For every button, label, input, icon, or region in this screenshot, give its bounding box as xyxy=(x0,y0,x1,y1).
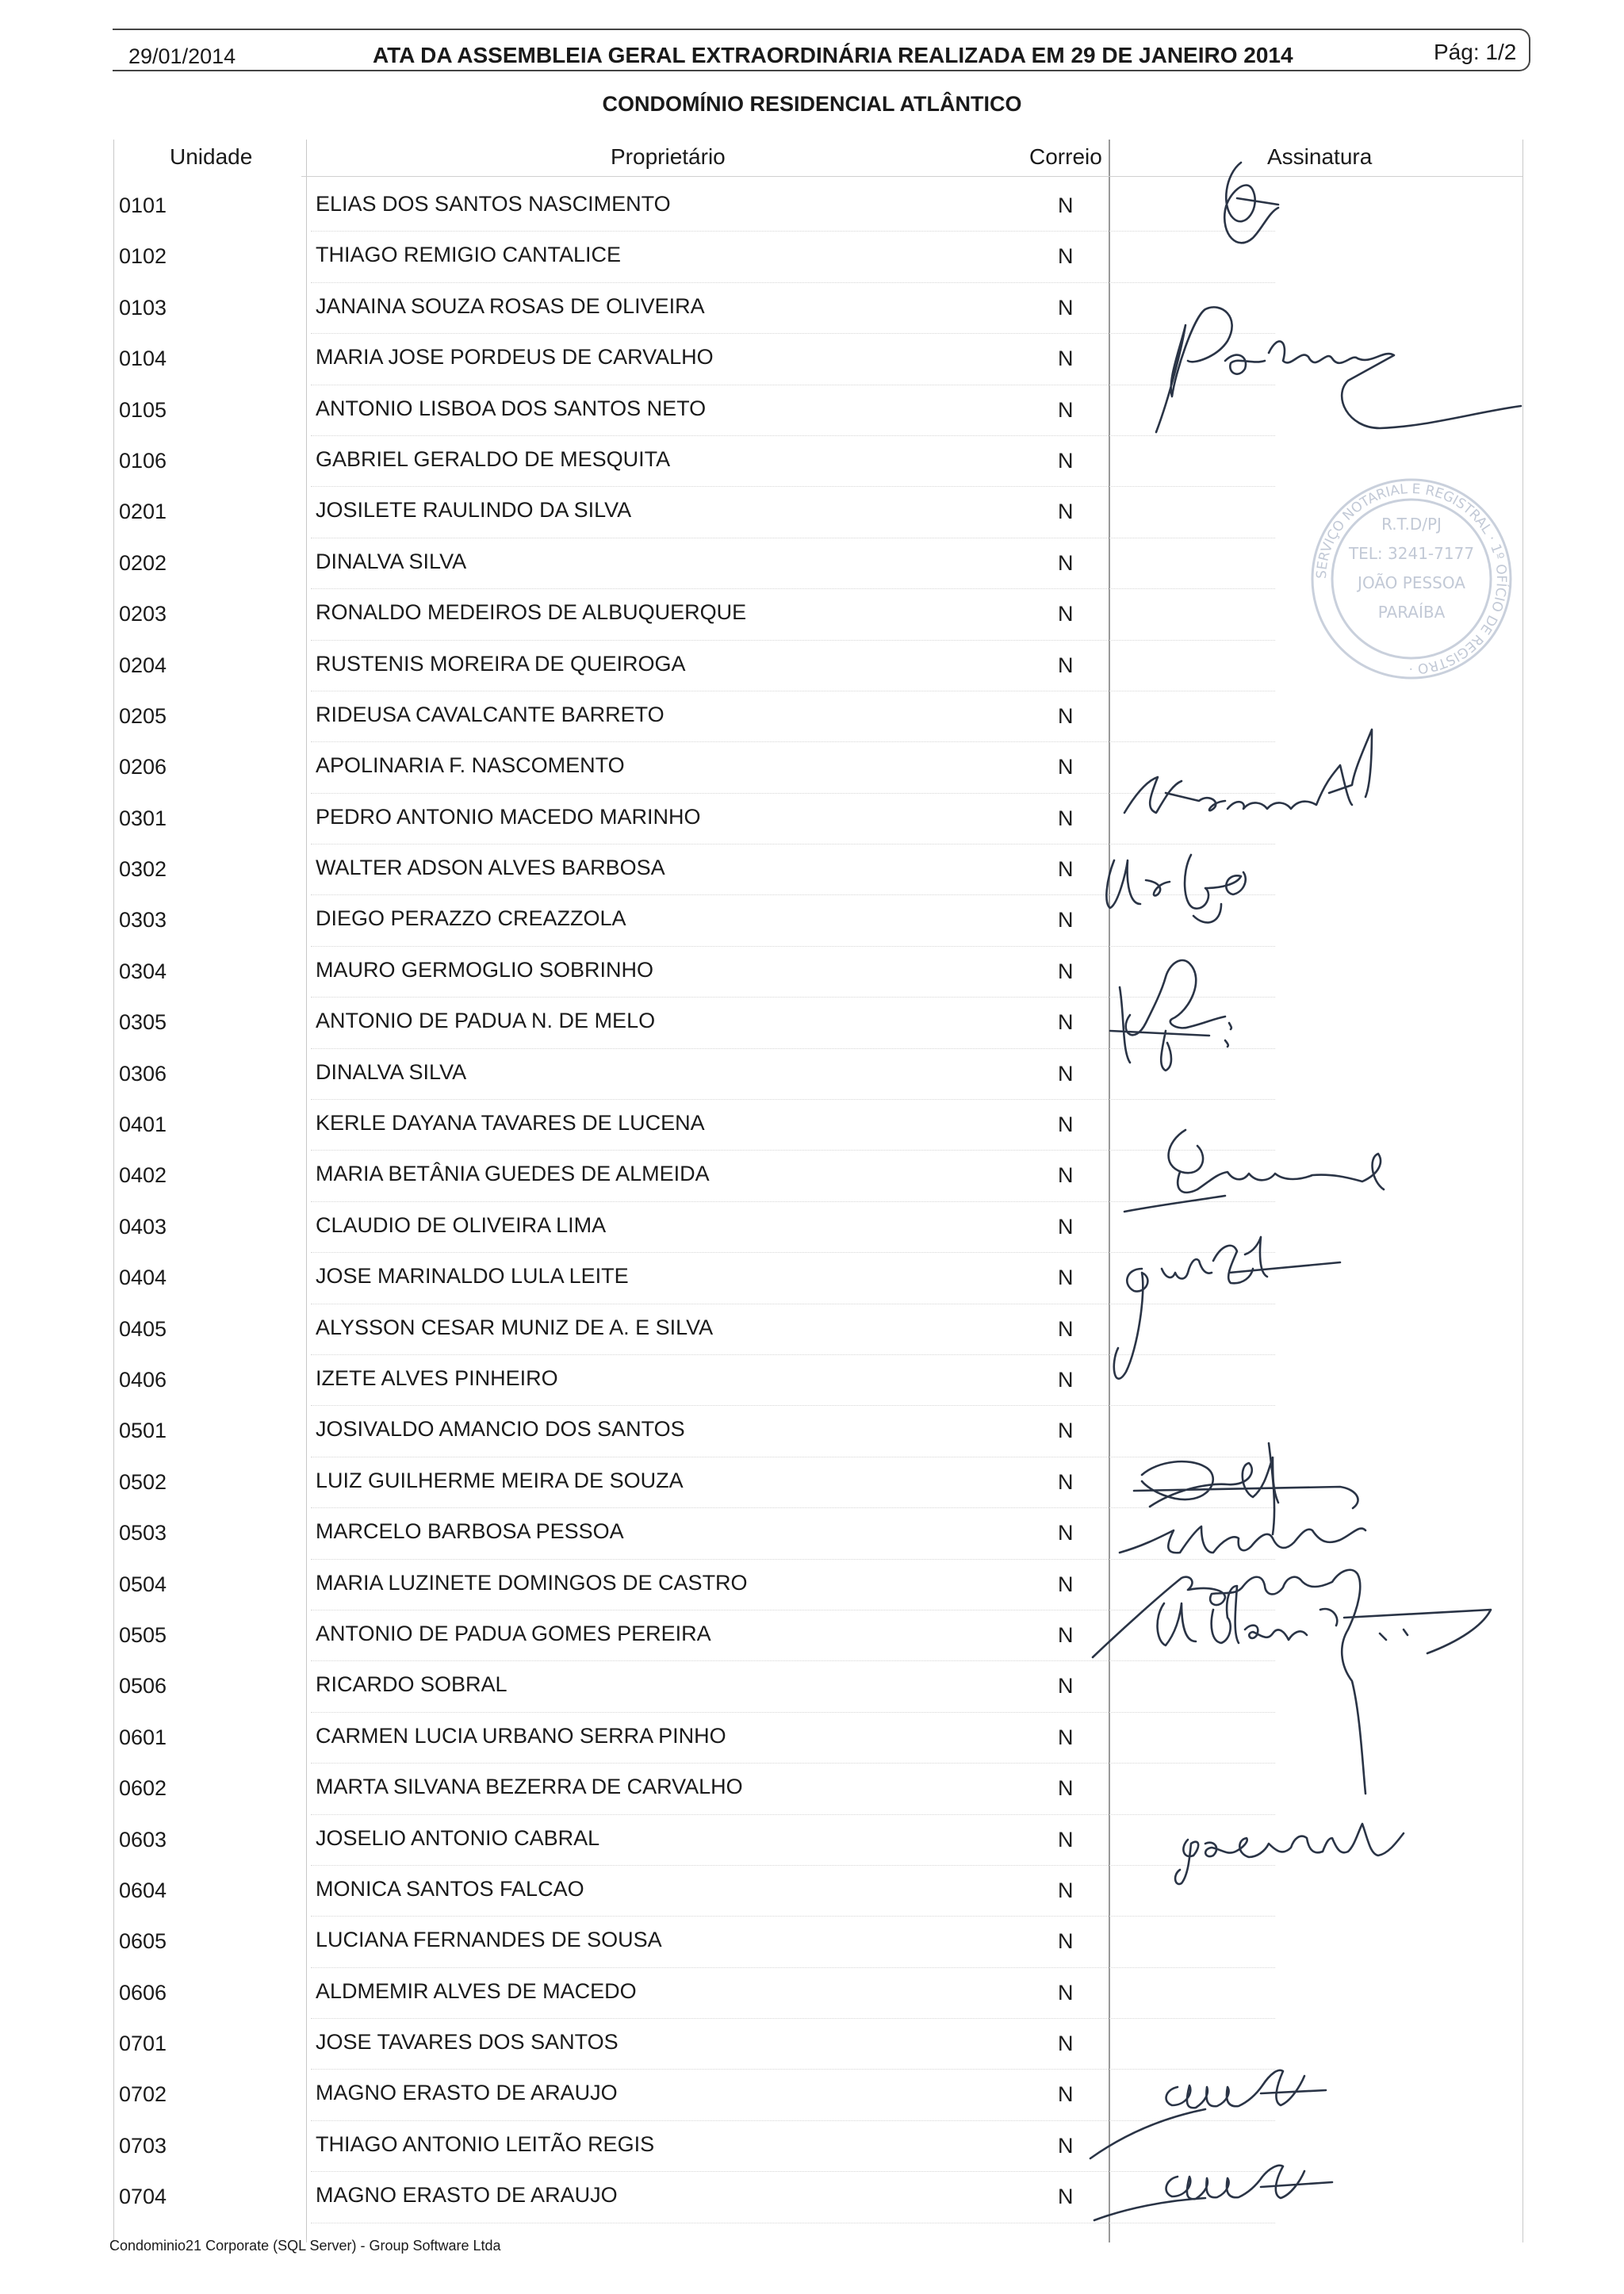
table-row xyxy=(0,1713,1624,1764)
table-row xyxy=(0,2070,1624,2120)
owner-cell: IZETE ALVES PINHEIRO xyxy=(316,1365,558,1390)
column-header-signature: Assinatura xyxy=(1267,144,1373,169)
table-row xyxy=(0,1253,1624,1304)
owner-cell: DINALVA SILVA xyxy=(316,1059,467,1084)
mail-cell: N xyxy=(1058,1776,1074,1801)
owner-cell: MARIA LUZINETE DOMINGOS DE CASTRO xyxy=(316,1570,748,1595)
unit-cell: 0303 xyxy=(119,908,167,933)
unit-cell: 0603 xyxy=(119,1827,167,1852)
owner-cell: JOSE MARINALDO LULA LEITE xyxy=(316,1264,629,1289)
mail-cell: N xyxy=(1058,1878,1074,1902)
mail-cell: N xyxy=(1058,550,1074,575)
table-row xyxy=(0,181,1624,232)
owner-cell: RUSTENIS MOREIRA DE QUEIROGA xyxy=(316,651,686,676)
mail-cell: N xyxy=(1058,1010,1074,1035)
mail-cell: N xyxy=(1058,2032,1074,2056)
mail-cell: N xyxy=(1058,806,1074,830)
owner-cell: CLAUDIO DE OLIVEIRA LIMA xyxy=(316,1212,607,1237)
mail-cell: N xyxy=(1058,959,1074,983)
table-row xyxy=(0,998,1624,1048)
unit-cell: 0503 xyxy=(119,1521,167,1545)
unit-cell: 0605 xyxy=(119,1929,167,1954)
mail-cell: N xyxy=(1058,193,1074,217)
table-row xyxy=(0,538,1624,589)
table-row xyxy=(0,1917,1624,1967)
mail-cell: N xyxy=(1058,1061,1074,1086)
unit-cell: 0205 xyxy=(119,703,167,728)
unit-cell: 0201 xyxy=(119,500,167,524)
table-row xyxy=(0,1355,1624,1406)
mail-cell: N xyxy=(1058,1316,1074,1341)
table-row xyxy=(0,742,1624,793)
mail-cell: N xyxy=(1058,1674,1074,1698)
unit-cell: 0304 xyxy=(119,959,167,983)
unit-cell: 0103 xyxy=(119,295,167,320)
unit-cell: 0501 xyxy=(119,1419,167,1443)
mail-cell: N xyxy=(1058,2185,1074,2209)
unit-cell: 0502 xyxy=(119,1469,167,1494)
owner-cell: KERLE DAYANA TAVARES DE LUCENA xyxy=(316,1111,705,1136)
table-row xyxy=(0,2019,1624,2070)
table-row xyxy=(0,1661,1624,1712)
owner-cell: LUIZ GUILHERME MEIRA DE SOUZA xyxy=(316,1468,684,1492)
table-row xyxy=(0,844,1624,895)
mail-cell: N xyxy=(1058,1469,1074,1494)
mail-cell: N xyxy=(1058,908,1074,933)
column-header-mail: Correio xyxy=(1029,144,1102,169)
table-row xyxy=(0,1560,1624,1610)
unit-cell: 0504 xyxy=(119,1572,167,1596)
unit-cell: 0306 xyxy=(119,1061,167,1086)
mail-cell: N xyxy=(1058,1419,1074,1443)
mail-cell: N xyxy=(1058,703,1074,728)
unit-cell: 0104 xyxy=(119,347,167,371)
mail-cell: N xyxy=(1058,1266,1074,1290)
unit-cell: 0106 xyxy=(119,448,167,473)
owner-cell: JOSILETE RAULINDO DA SILVA xyxy=(316,498,632,523)
unit-cell: 0704 xyxy=(119,2185,167,2209)
mail-cell: N xyxy=(1058,1827,1074,1852)
stamp-line: PARAÍBA xyxy=(1377,603,1446,622)
owner-cell: WALTER ADSON ALVES BARBOSA xyxy=(316,856,665,880)
unit-cell: 0204 xyxy=(119,653,167,677)
mail-cell: N xyxy=(1058,755,1074,779)
unit-cell: 0102 xyxy=(119,244,167,269)
owner-cell: THIAGO ANTONIO LEITÃO REGIS xyxy=(316,2131,655,2156)
table-row xyxy=(0,1968,1624,2019)
owner-cell: MAGNO ERASTO DE ARAUJO xyxy=(316,2081,618,2105)
owner-cell: RIDEUSA CAVALCANTE BARRETO xyxy=(316,702,665,726)
owner-cell: DINALVA SILVA xyxy=(316,549,467,573)
unit-cell: 0305 xyxy=(119,1010,167,1035)
mail-cell: N xyxy=(1058,295,1074,320)
table-row xyxy=(0,947,1624,998)
software-footer: Condominio21 Corporate (SQL Server) - Group Software Ltda xyxy=(109,2238,501,2254)
owner-cell: ANTONIO LISBOA DOS SANTOS NETO xyxy=(316,396,707,420)
unit-cell: 0702 xyxy=(119,2082,167,2107)
mail-cell: N xyxy=(1058,1214,1074,1239)
mail-cell: N xyxy=(1058,1622,1074,1647)
mail-cell: N xyxy=(1058,602,1074,626)
owner-cell: ALYSSON CESAR MUNIZ DE A. E SILVA xyxy=(316,1315,714,1339)
unit-cell: 0505 xyxy=(119,1622,167,1647)
mail-cell: N xyxy=(1058,1163,1074,1188)
table-row xyxy=(0,1100,1624,1151)
owner-cell: RONALDO MEDEIROS DE ALBUQUERQUE xyxy=(316,600,747,625)
mail-cell: N xyxy=(1058,2133,1074,2158)
document-title: ATA DA ASSEMBLEIA GERAL EXTRAORDINÁRIA REALIZADA EM 29 DE JANEIRO 2014 xyxy=(373,43,1293,67)
mail-cell: N xyxy=(1058,2082,1074,2107)
table-row xyxy=(0,1151,1624,1201)
mail-cell: N xyxy=(1058,448,1074,473)
unit-cell: 0101 xyxy=(119,193,167,217)
owner-cell: ELIAS DOS SANTOS NASCIMENTO xyxy=(316,192,671,216)
mail-cell: N xyxy=(1058,1725,1074,1749)
owner-cell: ANTONIO DE PADUA GOMES PEREIRA xyxy=(316,1621,711,1645)
unit-cell: 0601 xyxy=(119,1725,167,1749)
unit-cell: 0203 xyxy=(119,602,167,626)
table-row xyxy=(0,487,1624,538)
owner-cell: THIAGO REMIGIO CANTALICE xyxy=(316,243,622,267)
owner-cell: MAGNO ERASTO DE ARAUJO xyxy=(316,2183,618,2208)
table-row xyxy=(0,1049,1624,1100)
stamp-line: R.T.D/PJ xyxy=(1381,515,1442,534)
unit-cell: 0401 xyxy=(119,1113,167,1137)
mail-cell: N xyxy=(1058,653,1074,677)
unit-cell: 0406 xyxy=(119,1367,167,1392)
owner-cell: GABRIEL GERALDO DE MESQUITA xyxy=(316,446,671,471)
table-row xyxy=(0,1866,1624,1917)
table-row xyxy=(0,1508,1624,1559)
table-row xyxy=(0,385,1624,436)
unit-cell: 0202 xyxy=(119,550,167,575)
unit-cell: 0703 xyxy=(119,2133,167,2158)
mail-cell: N xyxy=(1058,1113,1074,1137)
owner-cell: PEDRO ANTONIO MACEDO MARINHO xyxy=(316,804,701,829)
owner-cell: JANAINA SOUZA ROSAS DE OLIVEIRA xyxy=(316,293,705,318)
mail-cell: N xyxy=(1058,1572,1074,1596)
unit-cell: 0402 xyxy=(119,1163,167,1188)
owner-cell: MARIA BETÂNIA GUEDES DE ALMEIDA xyxy=(316,1162,710,1186)
table-row xyxy=(0,283,1624,334)
condominium-name: CONDOMÍNIO RESIDENCIAL ATLÂNTICO xyxy=(602,92,1022,116)
owner-cell: APOLINARIA F. NASCOMENTO xyxy=(316,753,625,778)
column-header-unit: Unidade xyxy=(170,144,253,169)
page-number: Pág: 1/2 xyxy=(1434,40,1517,64)
mail-cell: N xyxy=(1058,1521,1074,1545)
unit-cell: 0403 xyxy=(119,1214,167,1239)
table-row xyxy=(0,436,1624,487)
header-rule xyxy=(301,176,1522,177)
table-row xyxy=(0,2172,1624,2223)
mail-cell: N xyxy=(1058,397,1074,422)
unit-cell: 0105 xyxy=(119,397,167,422)
unit-cell: 0405 xyxy=(119,1316,167,1341)
owner-cell: RICARDO SOBRAL xyxy=(316,1672,508,1697)
table-row xyxy=(0,1610,1624,1661)
table-row xyxy=(0,1764,1624,1814)
mail-cell: N xyxy=(1058,1929,1074,1954)
table-row xyxy=(0,1815,1624,1866)
owner-cell: MARTA SILVANA BEZERRA DE CARVALHO xyxy=(316,1775,743,1799)
column-header-owner: Proprietário xyxy=(611,144,726,169)
owner-cell: DIEGO PERAZZO CREAZZOLA xyxy=(316,906,626,931)
table-row xyxy=(0,1457,1624,1508)
unit-cell: 0404 xyxy=(119,1266,167,1290)
owner-cell: ALDMEMIR ALVES DE MACEDO xyxy=(316,1978,637,2003)
owner-cell: JOSELIO ANTONIO CABRAL xyxy=(316,1825,600,1850)
table-row xyxy=(0,334,1624,385)
unit-cell: 0302 xyxy=(119,857,167,882)
owner-cell: MAURO GERMOGLIO SOBRINHO xyxy=(316,957,654,982)
table-row xyxy=(0,589,1624,640)
unit-cell: 0301 xyxy=(119,806,167,830)
table-row xyxy=(0,2121,1624,2172)
unit-cell: 0506 xyxy=(119,1674,167,1698)
unit-cell: 0701 xyxy=(119,2032,167,2056)
table-row xyxy=(0,232,1624,282)
owner-cell: MARIA JOSE PORDEUS DE CARVALHO xyxy=(316,345,714,370)
unit-cell: 0206 xyxy=(119,755,167,779)
stamp-line: JOÃO PESSOA xyxy=(1358,573,1465,592)
mail-cell: N xyxy=(1058,500,1074,524)
table-row xyxy=(0,1304,1624,1355)
mail-cell: N xyxy=(1058,244,1074,269)
stamp-line: TEL: 3241-7177 xyxy=(1348,544,1475,563)
mail-cell: N xyxy=(1058,1367,1074,1392)
owner-cell: JOSE TAVARES DOS SANTOS xyxy=(316,2030,619,2055)
header-date: 29/01/2014 xyxy=(128,44,236,68)
unit-cell: 0602 xyxy=(119,1776,167,1801)
owner-cell: LUCIANA FERNANDES DE SOUSA xyxy=(316,1928,662,1952)
table-row xyxy=(0,641,1624,691)
owner-cell: MONICA SANTOS FALCAO xyxy=(316,1876,584,1901)
stamp-ring-text: SERVIÇO NOTARIAL E REGISTRAL · 1º OFÍCIO DE REGISTRO · xyxy=(1313,481,1510,677)
table-row xyxy=(0,691,1624,742)
unit-cell: 0604 xyxy=(119,1878,167,1902)
table-row xyxy=(0,1406,1624,1457)
table-row xyxy=(0,794,1624,844)
attendance-table xyxy=(0,181,1624,2223)
owner-cell: MARCELO BARBOSA PESSOA xyxy=(316,1519,624,1544)
owner-cell: JOSIVALDO AMANCIO DOS SANTOS xyxy=(316,1417,685,1442)
mail-cell: N xyxy=(1058,857,1074,882)
unit-cell: 0606 xyxy=(119,1980,167,2005)
table-row xyxy=(0,895,1624,946)
mail-cell: N xyxy=(1058,1980,1074,2005)
owner-cell: CARMEN LUCIA URBANO SERRA PINHO xyxy=(316,1723,726,1748)
owner-cell: ANTONIO DE PADUA N. DE MELO xyxy=(316,1009,656,1033)
mail-cell: N xyxy=(1058,347,1074,371)
table-row xyxy=(0,1202,1624,1253)
